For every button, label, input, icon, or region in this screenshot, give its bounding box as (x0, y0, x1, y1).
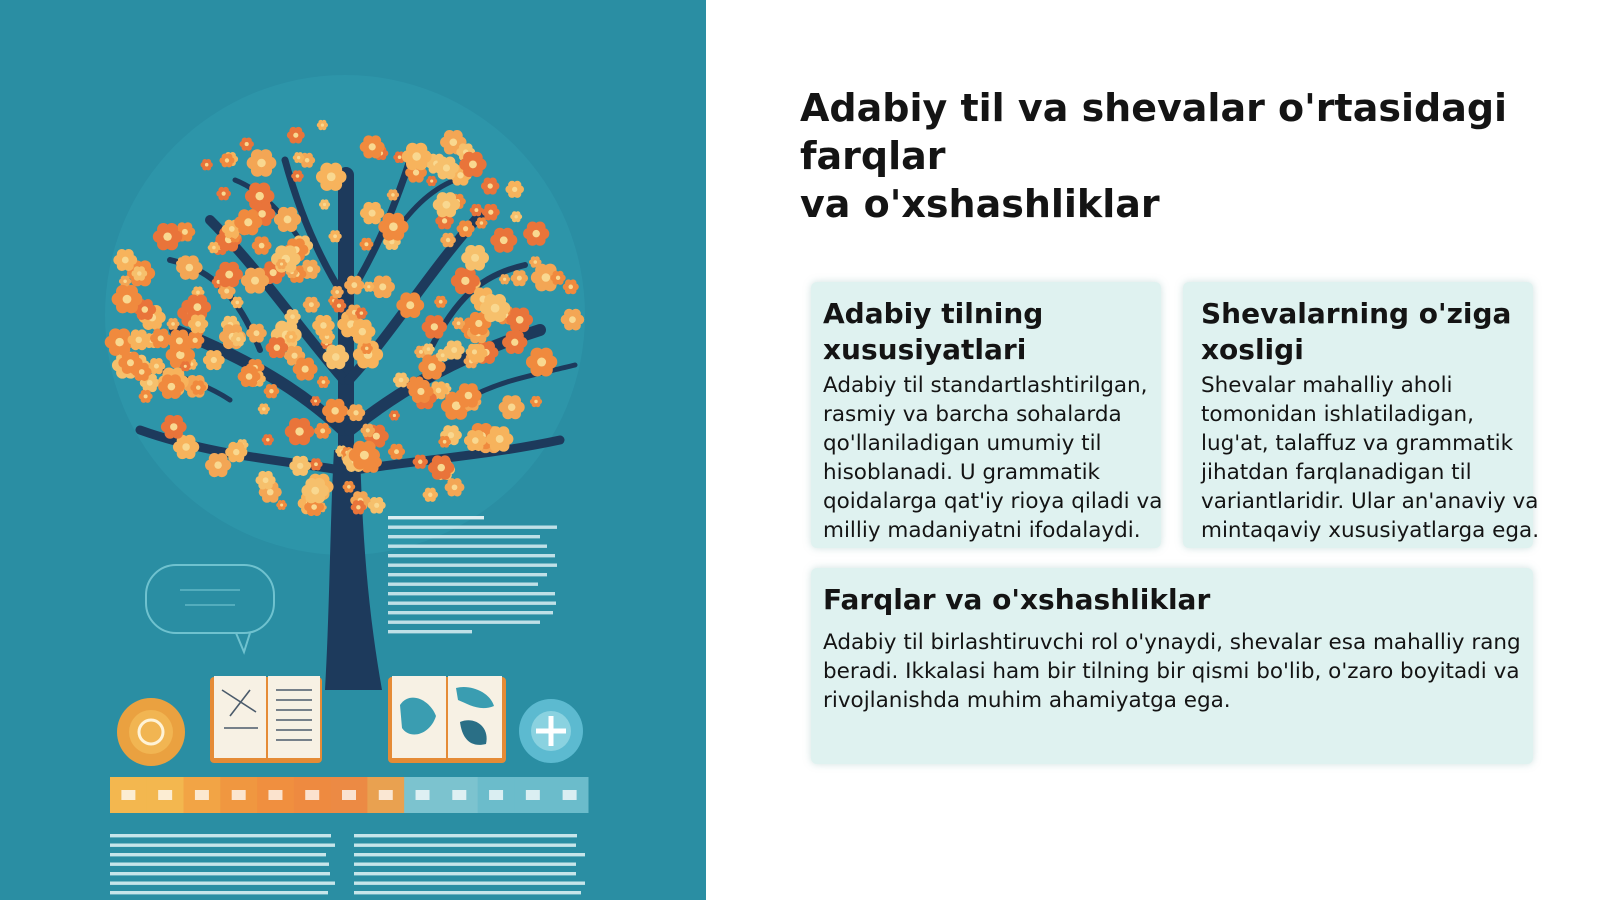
card-text-differences-similarities: Adabiy til birlashtiruvchi rol o'ynaydi, shevalar esa mahalliy rang beradi. Ikkalasi ham bir tilning bir qismi bo'lib, o'zaro boyitadi va rivojlanishda muhim ahamiyatga ega. (823, 630, 1521, 713)
card-text-dialects: Shevalar mahalliy aholi tomonidan ishlatiladigan, lug'at, talaffuz va grammatik jihatdan farqlanadigan til variantlaridir. Ular an'anaviy va mintaqaviy xususiyatlarga ega. (1201, 373, 1540, 543)
map-book-icon (388, 676, 506, 763)
card-title-dialects: Shevalarning o'ziga xosligi (1201, 297, 1512, 366)
gear-badge-icon (519, 699, 583, 763)
book-icon (210, 676, 322, 763)
slide-title: Adabiy til va shevalar o'rtasidagi farqlar va o'xshashliklar (800, 86, 1508, 226)
sun-badge-icon (117, 698, 185, 766)
tree-icon (0, 0, 706, 900)
card-text-literary-language: Adabiy til standartlashtirilgan, rasmiy va barcha sohalarda qo'llaniladigan umumiy til hisoblanadi. U grammatik qoidalarga qat'iy rioya qiladi va milliy madaniyatni ifodalaydi. (823, 373, 1163, 543)
tree-illustration (0, 0, 706, 900)
card-title-literary-language: Adabiy tilning xususiyatlari (823, 297, 1044, 366)
card-title-differences-similarities: Farqlar va o'xshashliklar (823, 583, 1211, 616)
